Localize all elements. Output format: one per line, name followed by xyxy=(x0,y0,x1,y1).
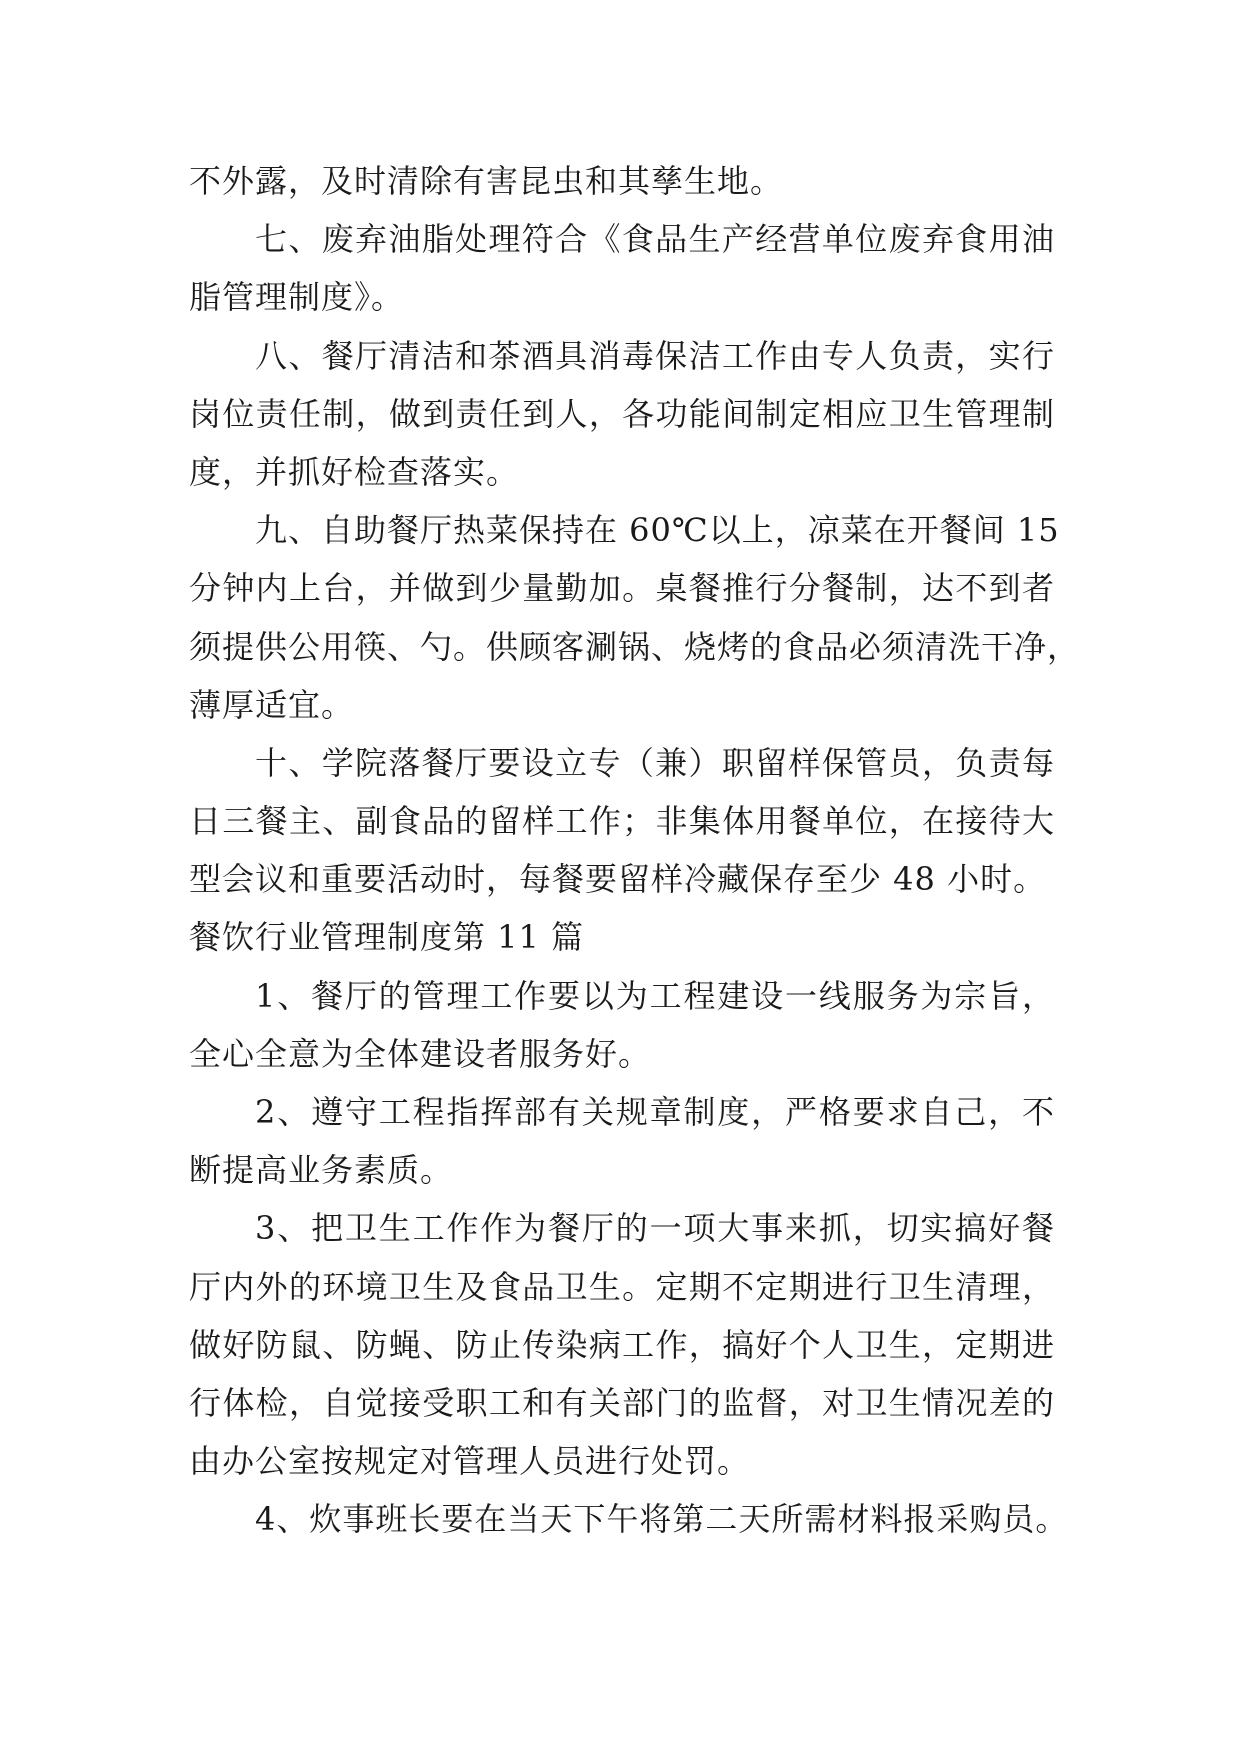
text-line: 由办公室按规定对管理人员进行处罚。 xyxy=(189,1442,751,1481)
text-line: 脂管理制度》。 xyxy=(189,278,405,317)
text-line: 八、餐厅清洁和茶酒具消毒保洁工作由专人负责，实行 xyxy=(255,336,1055,375)
text-line: 岗位责任制，做到责任到人，各功能间制定相应卫生管理制 xyxy=(189,394,1055,433)
text-line: 3、把卫生工作作为餐厅的一项大事来抓，切实搞好餐 xyxy=(255,1209,1055,1248)
text-line: 九、自助餐厅热菜保持在 60℃以上，凉菜在开餐间 15 xyxy=(255,511,1060,550)
text-line: 1、餐厅的管理工作要以为工程建设一线服务为宗旨， xyxy=(255,976,1055,1015)
text-line: 4、炊事班长要在当天下午将第二天所需材料报采购员。 xyxy=(255,1500,1069,1539)
text-line: 度，并抓好检查落实。 xyxy=(189,452,520,491)
section-heading: 餐饮行业管理制度第 11 篇 xyxy=(189,918,585,957)
text-line: 做好防鼠、防蝇、防止传染病工作，搞好个人卫生，定期进 xyxy=(189,1325,1055,1364)
document-page xyxy=(189,152,1081,1549)
text-line: 分钟内上台，并做到少量勤加。桌餐推行分餐制，达不到者 xyxy=(189,569,1055,608)
text-line: 行体检，自觉接受职工和有关部门的监督，对卫生情况差的 xyxy=(189,1383,1055,1422)
text-line: 十、学院落餐厅要设立专（兼）职留样保管员，负责每 xyxy=(255,743,1055,782)
text-line: 2、遵守工程指挥部有关规章制度，严格要求自己，不 xyxy=(255,1093,1055,1131)
text-line: 日三餐主、副食品的留样工作；非集体用餐单位，在接待大 xyxy=(189,802,1055,841)
text-line: 不外露，及时清除有害昆虫和其孳生地。 xyxy=(189,162,784,200)
text-line: 全心全意为全体建设者服务好。 xyxy=(189,1034,652,1073)
text-line: 型会议和重要活动时，每餐要留样冷藏保存至少 48 小时。 xyxy=(189,860,1047,899)
text-line: 断提高业务素质。 xyxy=(189,1151,454,1190)
text-line: 薄厚适宜。 xyxy=(189,685,355,724)
text-line: 七、废弃油脂处理符合《食品生产经营单位废弃食用油 xyxy=(255,220,1055,259)
text-line: 须提供公用筷、勺。供顾客涮锅、烧烤的食品必须清洗干净， xyxy=(189,627,1081,666)
text-line: 厅内外的环境卫生及食品卫生。定期不定期进行卫生清理， xyxy=(189,1267,1055,1306)
